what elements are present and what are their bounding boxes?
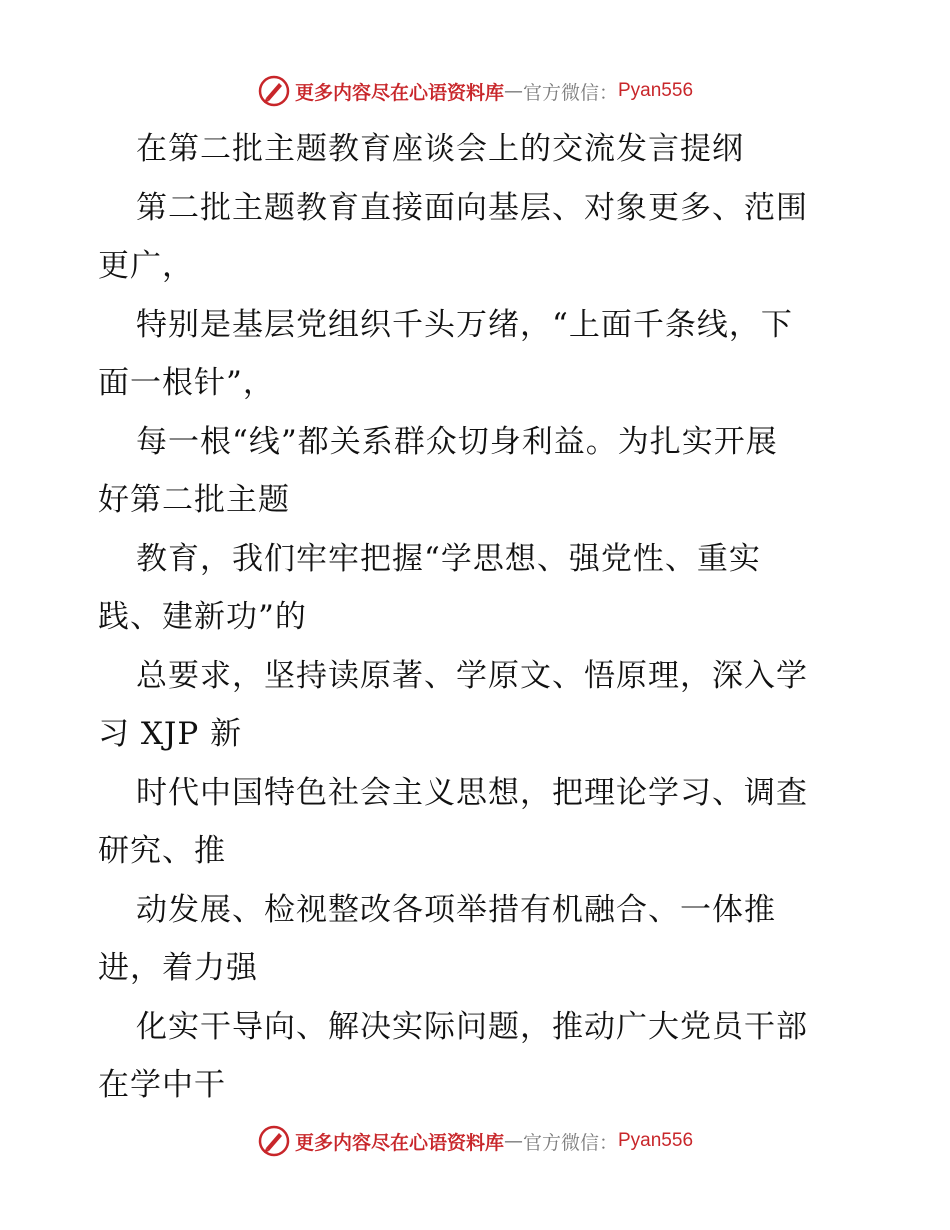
paragraph-line: 动发展、检视整改各项举措有机融合、一体推 bbox=[136, 891, 776, 928]
paragraph-line: 面一根针”， bbox=[98, 365, 275, 401]
document-title: 在第二批主题教育座谈会上的交流发言提纲 bbox=[136, 131, 744, 167]
paragraph-line: 习 XJP 新 bbox=[98, 716, 243, 752]
pen-logo-icon bbox=[257, 74, 291, 108]
watermark-main-text: 更多内容尽在心语资料库 bbox=[294, 81, 504, 104]
watermark-wechat-label: 官方微信： bbox=[522, 1131, 618, 1154]
paragraph-line: 总要求，坚持读原著、学原文、悟原理，深入学 bbox=[136, 657, 808, 694]
paragraph-line: 在学中干 bbox=[98, 1067, 226, 1103]
paragraph-line: 教育，我们牢牢把握“学思想、强党性、重实 bbox=[136, 540, 761, 577]
paragraph-line: 好第二批主题 bbox=[98, 482, 290, 518]
pen-logo-icon bbox=[257, 1124, 291, 1158]
watermark-wechat-label: 官方微信： bbox=[522, 81, 618, 104]
paragraph-line: 时代中国特色社会主义思想，把理论学习、调查 bbox=[136, 774, 808, 811]
paragraph-line: 化实干导向、解决实际问题，推动广大党员干部 bbox=[136, 1008, 808, 1045]
watermark-wechat-id: Pyan556 bbox=[618, 1130, 694, 1151]
paragraph-line: 特别是基层党组织千头万绪，“上面千条线，下 bbox=[136, 306, 793, 343]
watermark-main-text: 更多内容尽在心语资料库 bbox=[294, 1131, 504, 1154]
paragraph-line: 进，着力强 bbox=[98, 950, 258, 986]
paragraph-line: 更广， bbox=[98, 248, 194, 284]
watermark-dash: — bbox=[503, 80, 523, 102]
watermark-wechat-id: Pyan556 bbox=[618, 80, 694, 101]
document-body bbox=[98, 120, 858, 1115]
header-watermark bbox=[0, 71, 950, 111]
footer-watermark bbox=[0, 1121, 950, 1161]
paragraph-line: 研究、推 bbox=[98, 833, 226, 869]
paragraph-line: 践、建新功”的 bbox=[98, 599, 307, 635]
watermark-dash: — bbox=[503, 1130, 523, 1152]
paragraph-line: 第二批主题教育直接面向基层、对象更多、范围 bbox=[136, 189, 808, 226]
paragraph-line: 每一根“线”都关系群众切身利益。为扎实开展 bbox=[136, 423, 778, 460]
